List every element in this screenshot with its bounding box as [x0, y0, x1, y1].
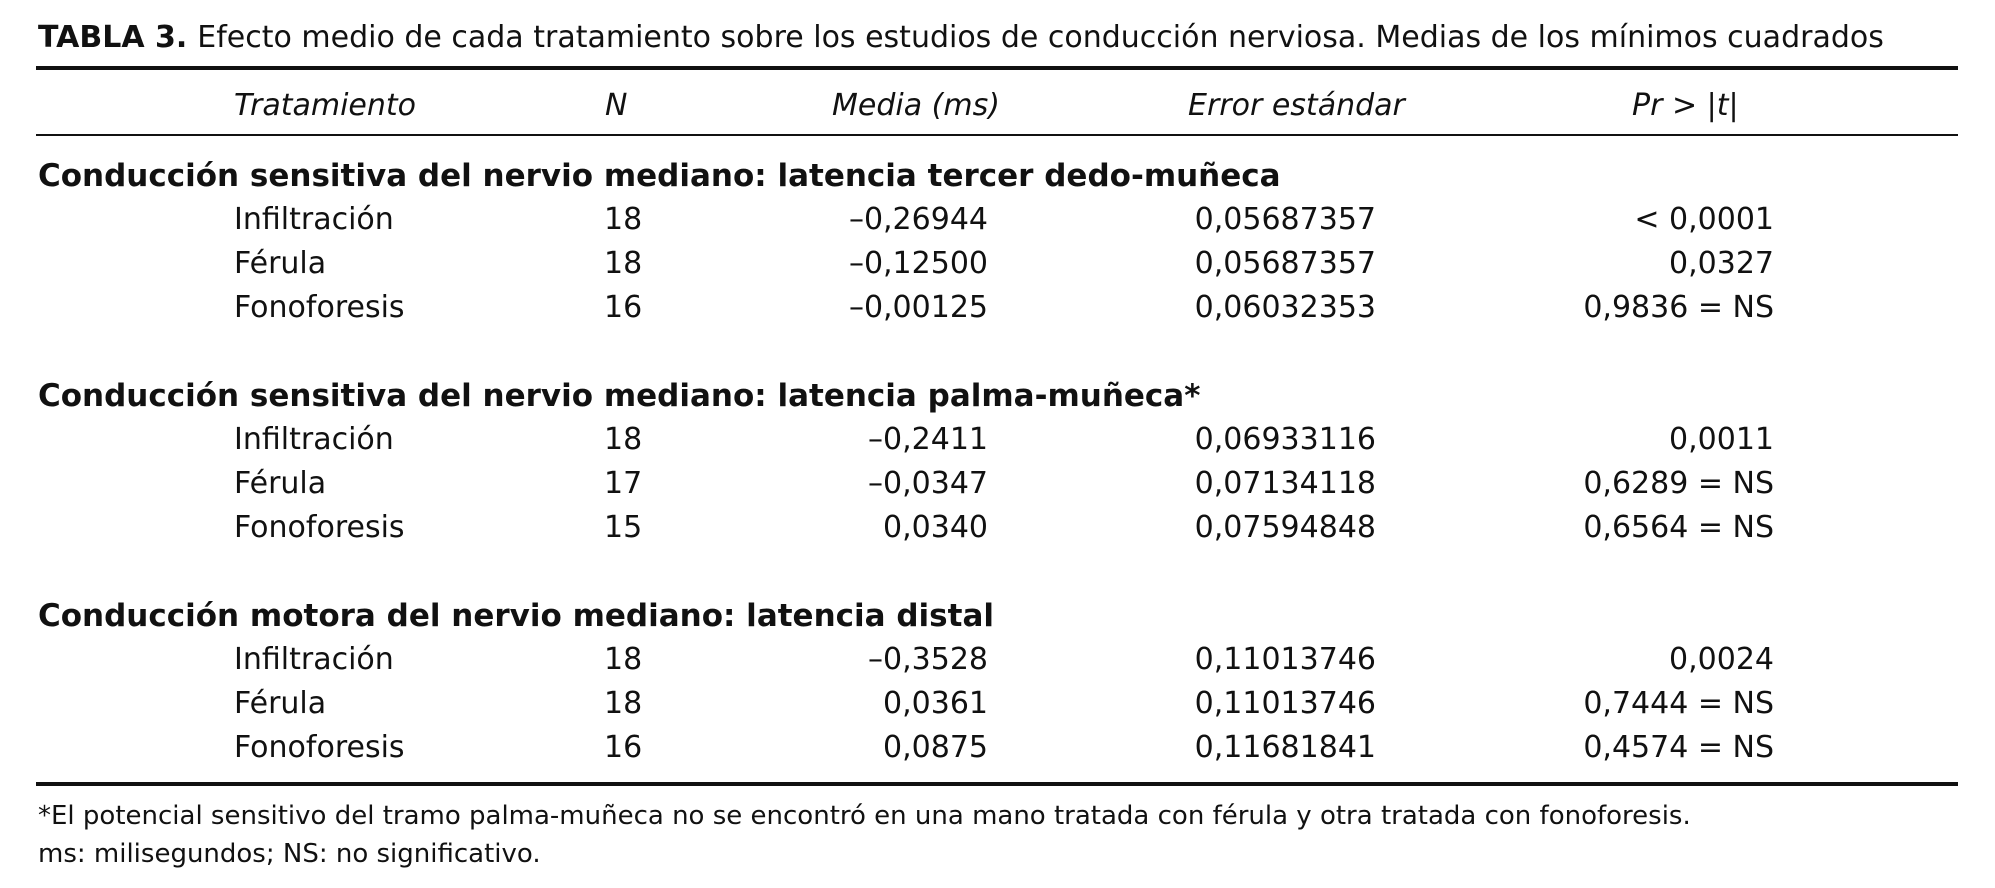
table-page: TABLA 3. Efecto medio de cada tratamiento sobre los estudios de conducción nerviosa. Medias de los mínimos cuadrados Tratamiento N Media (ms) Error estándar Pr > |t| Conducción sensitiva del nervio mediano: latencia tercer dedo-muñeca Infiltración 18 –0,26944 0,05687357 < 0,0001 Férula 18 –0,12500 0,05687357 0,0327 Fonoforesis 16 –0,00125 0,06032353 0,9836 = NS Conducción sensitiva del nervio mediano: latencia palma-muñeca* Infiltración 18 –0,2411 0,06933116 0,0011 Férula 17 –0,0347 0,07134118 0,6289 = NS Fonoforesis 15 0,0340 0,07594848 0,6564 = NS Conducción motora del nervio mediano: latencia distal Infiltración 18 –0,3528 0,11013746 0,0024 Férula 18 0,0361 0,11013746 0,7444 = NS Fonoforesis 16 0,0875 0,11681841 0,4574 = NS *El potencial sensitivo del tramo palma-muñeca no se encontró en una mano tratada con férula y otra tratada con fonoforesis. ms: milisegundos; NS: no significativo.	[0, 0, 1995, 888]
row-tratamiento: Infiltración	[234, 642, 394, 677]
table-label: TABLA 3.	[38, 20, 188, 55]
header-media: Media (ms)	[832, 88, 1000, 123]
section-title: Conducción motora del nervio mediano: latencia distal	[38, 598, 994, 634]
top-rule	[36, 66, 1958, 70]
row-tratamiento: Infiltración	[234, 202, 394, 237]
header-n: N	[605, 88, 628, 123]
row-n: 17	[604, 466, 643, 501]
header-rule	[36, 134, 1958, 136]
row-tratamiento: Férula	[234, 686, 327, 721]
header-p: Pr > |t|	[1632, 88, 1739, 123]
row-tratamiento: Fonoforesis	[234, 510, 405, 545]
footnote-asterisk: *El potencial sensitivo del tramo palma-muñeca no se encontró en una mano tratada con férula y otra tratada con fonoforesis.	[38, 801, 1691, 831]
row-n: 16	[604, 290, 643, 325]
footnote-abbreviations: ms: milisegundos; NS: no significativo.	[38, 839, 541, 869]
table-caption-text: Efecto medio de cada tratamiento sobre los estudios de conducción nerviosa. Medias de los mínimos cuadrados	[197, 20, 1884, 55]
header-tratamiento: Tratamiento	[234, 88, 417, 123]
row-tratamiento: Férula	[234, 246, 327, 281]
row-n: 18	[604, 686, 643, 721]
section-title: Conducción sensitiva del nervio mediano: latencia tercer dedo-muñeca	[38, 158, 1281, 194]
table-caption	[38, 18, 1884, 58]
bottom-rule	[36, 782, 1958, 786]
row-n: 18	[604, 246, 643, 281]
header-error: Error estándar	[1188, 88, 1405, 123]
row-n: 16	[604, 730, 643, 765]
row-tratamiento: Fonoforesis	[234, 290, 405, 325]
row-tratamiento: Infiltración	[234, 422, 394, 457]
row-n: 18	[604, 422, 643, 457]
row-n: 15	[604, 510, 643, 545]
row-n: 18	[604, 642, 643, 677]
row-n: 18	[604, 202, 643, 237]
row-tratamiento: Fonoforesis	[234, 730, 405, 765]
section-title: Conducción sensitiva del nervio mediano: latencia palma-muñeca*	[38, 378, 1201, 414]
row-tratamiento: Férula	[234, 466, 327, 501]
